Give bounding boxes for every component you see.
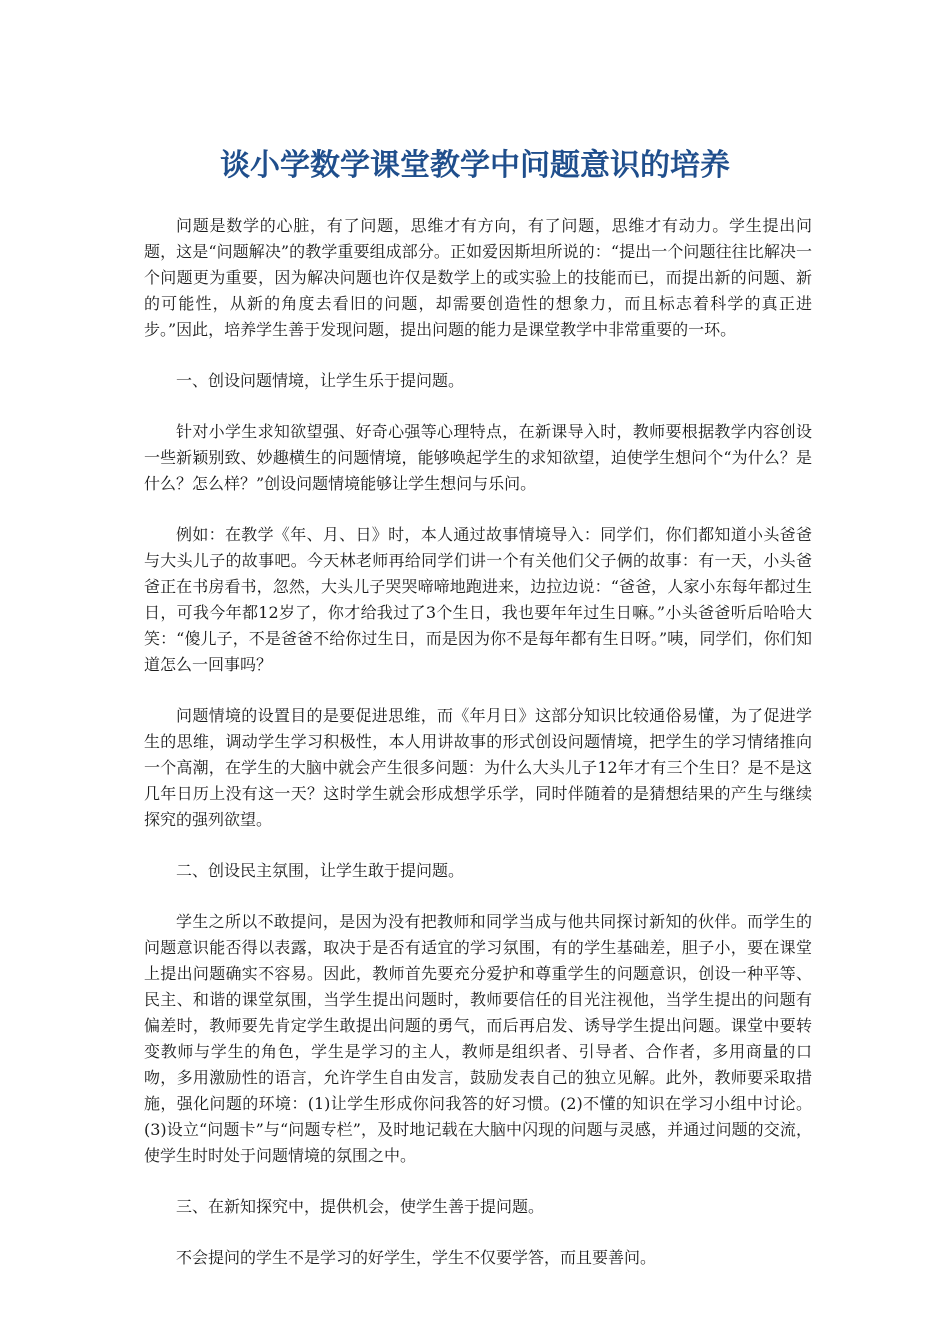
document-title: 谈小学数学课堂教学中问题意识的培养: [220, 148, 730, 183]
paragraph-situation: 针对小学生求知欲望强、好奇心强等心理特点，在新课导入时，教师要根据教学内容创设一些新颖别致、妙趣横生的问题情境，能够唤起学生的求知欲望，迫使学生想问个“为什么？是什么？怎么样？”创设问题情境能够让学生想问与乐问。: [144, 422, 812, 493]
paragraph-purpose: 问题情境的设置目的是要促进思维，而《年月日》这部分知识比较通俗易懂，为了促进学生的思维，调动学生学习积极性，本人用讲故事的形式创设问题情境，把学生的学习情绪推向一个高潮，在学生的大脑中就会产生很多问题：为什么大头儿子12年才有三个生日？是不是这几年日历上没有这一天？这时学生就会形成想学乐学，同时伴随着的是猜想结果的产生与继续探究的强列欲望。: [144, 706, 812, 829]
document-body: [144, 213, 812, 1296]
section-heading-3: 三、在新知探究中，提供机会，使学生善于提问题。: [176, 1197, 545, 1216]
paragraph-ask-questions: 不会提问的学生不是学习的好学生，学生不仅要学答，而且要善问。: [176, 1248, 657, 1267]
section-heading-1: 一、创设问题情境，让学生乐于提问题。: [176, 371, 465, 390]
paragraph-example: 例如：在教学《年、月、日》时，本人通过故事情境导入：同学们，你们都知道小头爸爸与大头儿子的故事吧。今天林老师再给同学们讲一个有关他们父子俩的故事：有一天，小头爸爸正在书房看书，忽然，大头儿子哭哭啼啼地跑进来，边拉边说：“爸爸，人家小东每年都过生日，可我今年都12岁了，你才给我过了3个生日，我也要年年过生日嘛。”小头爸爸听后哈哈大笑：“傻儿子，不是爸爸不给你过生日，而是因为你不是每年都有生日呀。”咦，同学们，你们知道怎么一回事吗？: [144, 525, 812, 674]
paragraph-intro: 问题是数学的心脏，有了问题，思维才有方向，有了问题，思维才有动力。学生提出问题，这是“问题解决”的教学重要组成部分。正如爱因斯坦所说的：“提出一个问题往往比解决一个问题更为重要，因为解决问题也许仅是数学上的或实验上的技能而已，而提出新的问题、新的可能性，从新的角度去看旧的问题，却需要创造性的想象力，而且标志着科学的真正进步。”因此，培养学生善于发现问题，提出问题的能力是课堂教学中非常重要的一环。: [144, 216, 812, 339]
paragraph-democracy: 学生之所以不敢提问，是因为没有把教师和同学当成与他共同探讨新知的伙伴。而学生的问题意识能否得以表露，取决于是否有适宜的学习氛围，有的学生基础差，胆子小，要在课堂上提出问题确实不容易。因此，教师首先要充分爱护和尊重学生的问题意识，创设一种平等、民主、和谐的课堂氛围，当学生提出问题时，教师要信任的目光注视他，当学生提出的问题有偏差时，教师要先肯定学生敢提出问题的勇气，而后再启发、诱导学生提出问题。课堂中要转变教师与学生的角色，学生是学习的主人，教师是组织者、引导者、合作者，多用商量的口吻，多用激励性的语言，允许学生自由发言，鼓励发表自己的独立见解。此外，教师要采取措施，强化问题的环境：(1)让学生形成你问我答的好习惯。(2)不懂的知识在学习小组中讨论。(3)设立“问题卡”与“问题专栏”，及时地记载在大脑中闪现的问题与灵感，并通过问题的交流，使学生时时处于问题情境的氛围之中。: [144, 912, 812, 1165]
section-heading-2: 二、创设民主氛围，让学生敢于提问题。: [176, 861, 465, 880]
